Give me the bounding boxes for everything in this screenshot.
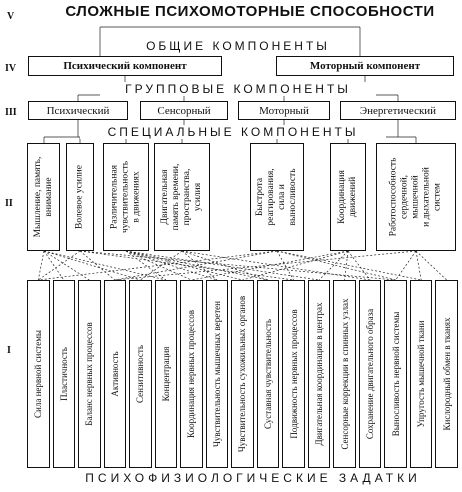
inclination-item <box>27 280 50 468</box>
group-components-heading: ГРУППОВЫЕ КОМПОНЕНТЫ <box>100 82 376 96</box>
connector-line <box>44 251 140 280</box>
connector-line <box>126 251 217 280</box>
inclination-item <box>410 280 433 468</box>
inclination-item <box>104 280 127 468</box>
connector-line <box>38 251 44 280</box>
inclination-label: Координация нервных процессов <box>186 310 197 438</box>
inclination-label: Кислородный обмен в тканях <box>441 317 452 431</box>
level-label-iii: III <box>5 107 17 118</box>
connector-line <box>243 251 349 280</box>
connector-line <box>182 251 268 280</box>
inclination-label: Сохранение двигательного образа <box>365 308 376 440</box>
special-component-discriminative-sensitivity <box>103 143 149 251</box>
special-component-label: Двигательная память времени, пространства, усилия <box>160 163 203 231</box>
special-components-heading: СПЕЦИАЛЬНЫЕ КОМПОНЕНТЫ <box>80 125 386 139</box>
inclination-item <box>155 280 178 468</box>
connector-line <box>126 251 319 280</box>
inclination-item <box>206 280 229 468</box>
inclination-label: Упругость мышечной ткани <box>416 320 427 428</box>
inclination-item <box>257 280 280 468</box>
special-component-label: Волевое усилие <box>74 165 85 229</box>
group-component-motor: Моторный <box>238 101 330 120</box>
connector-line <box>191 251 348 280</box>
inclination-item <box>359 280 382 468</box>
special-component-label: Работоспособность сердечной, мышечной и дыхательной систем <box>388 157 443 237</box>
diagram-title: СЛОЖНЫЕ ПСИХОМОТОРНЫЕ СПОСОБНОСТИ <box>65 3 435 20</box>
inclination-label: Чувствительность сухожильных органов <box>237 295 248 453</box>
connector-line <box>44 251 89 280</box>
special-component-label: Координация движений <box>337 170 358 224</box>
inclination-label: Подвижность нервных процессов <box>288 309 299 439</box>
special-component-label: Быстрота реагирования, сила и выносливость <box>255 168 298 226</box>
inclination-item <box>308 280 331 468</box>
inclination-label: Чувствительность мышечных веретен <box>211 301 222 447</box>
inclination-item <box>384 280 407 468</box>
connector-line <box>416 251 421 280</box>
group-component-energetic: Энергетический <box>340 101 456 120</box>
general-component-motor: Моторный компонент <box>276 56 454 76</box>
group-component-psychic: Психический <box>28 101 128 120</box>
inclination-label: Сила нервной системы <box>33 330 44 418</box>
level-label-v: V <box>7 11 15 22</box>
inclination-item <box>129 280 152 468</box>
inclination-item <box>78 280 101 468</box>
general-components-heading: ОБЩИЕ КОМПОНЕНТЫ <box>120 39 356 53</box>
special-component-label: Различительная чувствительность в движениях <box>109 160 142 234</box>
connector-line <box>182 251 370 280</box>
connector-line <box>126 251 191 280</box>
connector-line <box>80 251 294 280</box>
connector-line <box>277 251 421 280</box>
inclination-label: Суставная чувствительность <box>263 318 273 430</box>
special-component-motor-memory <box>154 143 210 251</box>
inclination-label: Активность <box>109 351 120 397</box>
connector-line <box>277 251 294 280</box>
inclination-item <box>282 280 305 468</box>
inclination-item <box>231 280 254 468</box>
group-component-sensory: Сенсорный <box>140 101 228 120</box>
special-component-thinking-memory-attention <box>27 143 60 251</box>
special-component-label: Мышление, память, внимание <box>32 156 54 238</box>
inclination-item <box>435 280 458 468</box>
inclination-item <box>180 280 203 468</box>
connector-line <box>44 251 166 280</box>
inclination-label: Сензитивность <box>135 345 146 403</box>
general-component-psychic: Психический компонент <box>28 56 222 76</box>
special-component-reaction-speed-strength <box>250 143 304 251</box>
inclination-label: Выносливость нервной системы <box>390 311 401 437</box>
inclination-label: Концентрация <box>160 346 171 402</box>
special-component-motor-coordination <box>330 143 366 251</box>
inclination-item <box>333 280 356 468</box>
level-label-i: I <box>7 345 11 356</box>
inclinations-heading: ПСИХОФИЗИОЛОГИЧЕСКИЕ ЗАДАТКИ <box>40 471 462 485</box>
level-label-iv: IV <box>5 63 17 74</box>
inclination-item <box>53 280 76 468</box>
inclination-label: Баланс нервных процессов <box>84 322 95 426</box>
inclination-label: Сенсорные коррекции в спинных узлах <box>339 298 350 450</box>
special-component-volitional-effort <box>66 143 94 251</box>
special-component-cardio-work-capacity <box>376 143 456 251</box>
connector-line <box>277 251 396 280</box>
inclination-label: Двигательная координация в центрах <box>314 302 325 446</box>
level-label-ii: II <box>5 198 13 209</box>
inclination-label: Пластичность <box>58 347 69 401</box>
